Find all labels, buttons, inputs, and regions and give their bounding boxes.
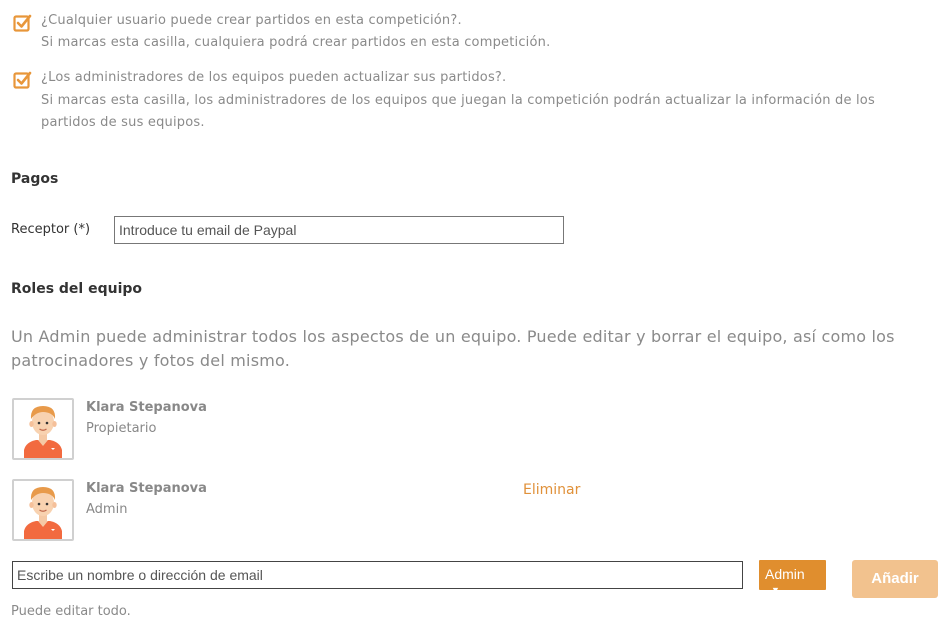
add-member-button[interactable]: Añadir: [852, 560, 938, 598]
section-heading-team-roles: Roles del equipo: [11, 281, 143, 297]
member-name: Klara Stepanova: [86, 481, 207, 496]
role-select[interactable]: [759, 560, 826, 595]
avatar: [12, 398, 74, 460]
member-name: Klara Stepanova: [86, 400, 207, 415]
role-hint: Puede editar todo.: [11, 604, 131, 619]
player-avatar-icon: [14, 400, 72, 458]
checkbox-any-user-create[interactable]: [13, 13, 31, 31]
member-role: Admin: [86, 502, 128, 517]
option-description-any-user: Si marcas esta casilla, cualquiera podrá crear partidos en esta competición.: [41, 35, 551, 50]
role-select-value: Admin: [765, 566, 805, 582]
option-description-team-admins-line1: Si marcas esta casilla, los administradores de los equipos que juegan la competición podrán actualizar la información de los: [41, 93, 875, 108]
option-title-any-user: ¿Cualquier usuario puede crear partidos en esta competición?.: [41, 13, 462, 28]
caret-down-icon: ▼: [771, 585, 780, 595]
remove-member-link[interactable]: Eliminar: [523, 482, 581, 498]
member-search-input[interactable]: [12, 561, 743, 589]
section-heading-payments: Pagos: [11, 171, 59, 187]
option-title-team-admins: ¿Los administradores de los equipos pueden actualizar sus partidos?.: [41, 70, 507, 85]
roles-intro-line2: patrocinadores y fotos del mismo.: [11, 351, 291, 370]
avatar: [12, 479, 74, 541]
checkbox-checked-icon: [13, 13, 33, 33]
paypal-email-input[interactable]: [114, 216, 564, 244]
checkbox-team-admins-update[interactable]: [13, 70, 31, 88]
checkbox-checked-icon: [13, 70, 33, 90]
player-avatar-icon: [14, 481, 72, 539]
receiver-label: Receptor (*): [11, 222, 91, 237]
member-role: Propietario: [86, 421, 157, 436]
roles-intro-line1: Un Admin puede administrar todos los aspectos de un equipo. Puede editar y borrar el equipo, así como los: [11, 327, 895, 346]
option-description-team-admins-line2: partidos de sus equipos.: [41, 115, 205, 130]
